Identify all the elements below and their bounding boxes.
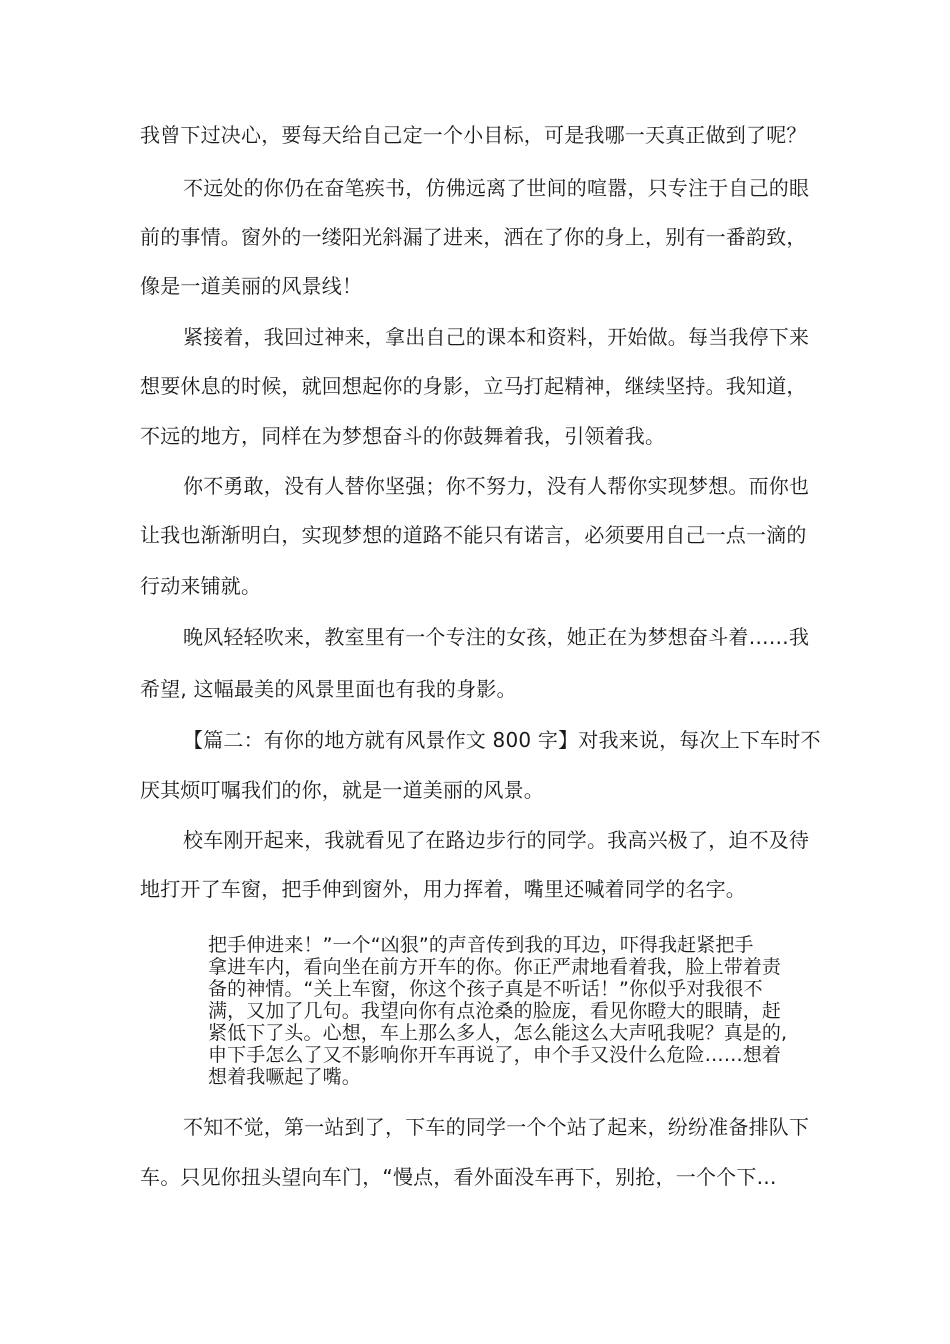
text-line: 校车刚开起来，我就看见了在路边步行的同学。我高兴极了，迫不及待 [183, 828, 810, 852]
quote-line: 备的神情。“关上车窗，你这个孩子真是不听话！”你似乎对我很不 [208, 978, 763, 1000]
text-line: 希望, 这幅最美的风景里面也有我的身影。 [140, 677, 517, 701]
text-line: 让我也渐渐明白，实现梦想的道路不能只有诺言，必须要用自己一点一滴的 [140, 523, 807, 547]
text-line: 行动来铺就。 [140, 574, 262, 598]
quote-line: 紧低下了头。心想，车上那么多人，怎么能这么大声吼我呢？真是的, [208, 1022, 788, 1044]
quote-line: 把手伸进来！”一个“凶狠”的声音传到我的耳边，吓得我赶紧把手 [208, 934, 754, 956]
text-line: 我曾下过决心，要每天给自己定一个小目标，可是我哪一天真正做到了呢？ [140, 123, 807, 147]
quote-line: 想着我噘起了嘴。 [208, 1066, 361, 1088]
text-line: 不远的地方，同样在为梦想奋斗的你鼓舞着我，引领着我。 [140, 424, 666, 448]
quote-line: 满，又加了几句。我望向你有点沧桑的脸庞，看见你瞪大的眼睛，赶 [208, 1000, 782, 1022]
text-line: 车。只见你扭头望向车门，“慢点，看外面没车再下，别抢，一个个下… [140, 1165, 777, 1189]
text-line: 想要休息的时候，就回想起你的身影，立马打起精神，继续坚持。我知道， [140, 374, 807, 398]
text-line: 【篇二：有你的地方就有风景作文 800 字】对我来说，每次上下车时不 [183, 728, 821, 752]
text-line: 前的事情。窗外的一缕阳光斜漏了进来，洒在了你的身上，别有一番韵致， [140, 225, 807, 249]
text-line: 你不勇敢，没有人替你坚强；你不努力，没有人帮你实现梦想。而你也 [183, 474, 810, 498]
text-line: 不远处的你仍在奋笔疾书，仿佛远离了世间的喧嚣，只专注于自己的眼 [183, 176, 810, 200]
text-line: 紧接着，我回过神来，拿出自己的课本和资料，开始做。每当我停下来 [183, 325, 810, 349]
quote-line: 拿进车内，看向坐在前方开车的你。你正严肃地看着我，脸上带着责 [208, 956, 782, 978]
quote-line: 申下手怎么了又不影响你开车再说了，申个手又没什么危险……想着 [208, 1044, 782, 1066]
text-line: 地打开了车窗，把手伸到窗外，用力挥着，嘴里还喊着同学的名字。 [140, 877, 746, 901]
text-line: 厌其烦叮嘱我们的你，就是一道美丽的风景。 [140, 778, 544, 802]
text-line: 不知不觉，第一站到了，下车的同学一个个站了起来，纷纷准备排队下 [183, 1115, 810, 1139]
text-line: 晚风轻轻吹来，教室里有一个专注的女孩，她正在为梦想奋斗着……我 [183, 625, 810, 649]
text-line: 像是一道美丽的风景线！ [140, 274, 363, 298]
